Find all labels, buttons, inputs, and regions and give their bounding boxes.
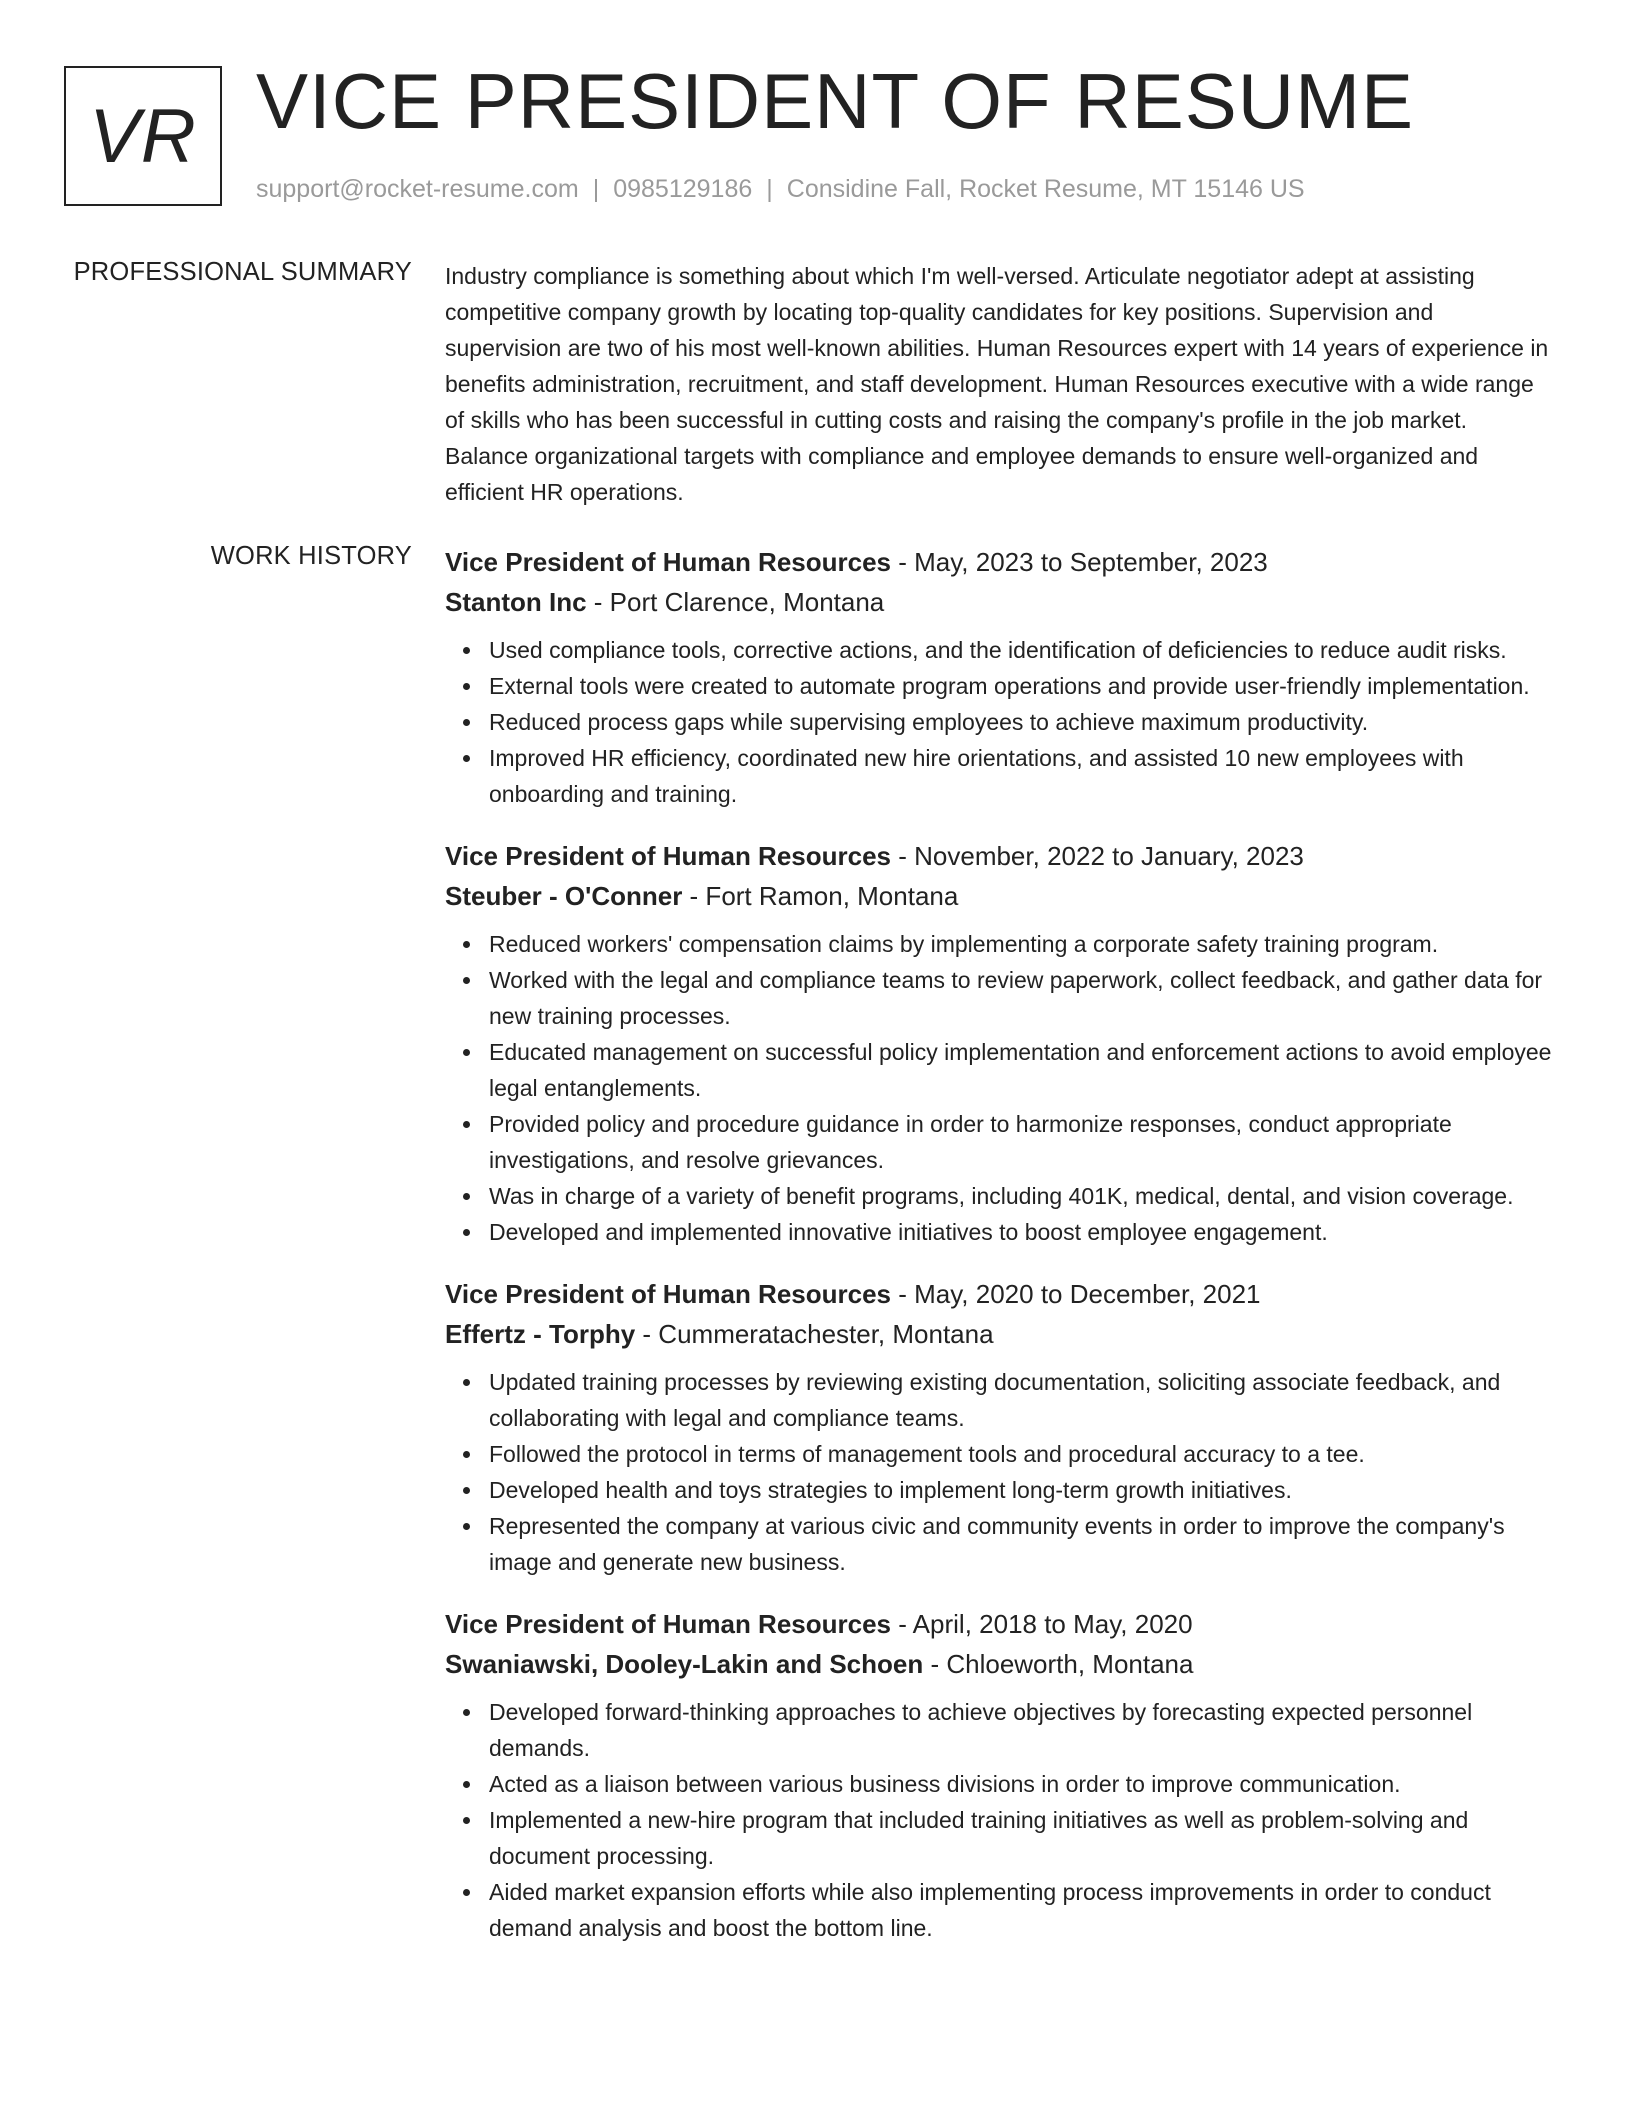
job-bullet: Acted as a liaison between various business divisions in order to improve communication.	[489, 1766, 1555, 1802]
job-bullet: Was in charge of a variety of benefit programs, including 401K, medical, dental, and vision coverage.	[489, 1178, 1555, 1214]
job-bullet: Reduced process gaps while supervising employees to achieve maximum productivity.	[489, 704, 1555, 740]
job-bullet: Educated management on successful policy implementation and enforcement actions to avoid employee legal entanglements.	[489, 1034, 1555, 1106]
job-bullet: Improved HR efficiency, coordinated new hire orientations, and assisted 10 new employees with onboarding and training.	[489, 740, 1555, 812]
job-dates: - May, 2023 to September, 2023	[891, 547, 1268, 577]
job-company: Stanton Inc	[445, 587, 587, 617]
job-title-line	[445, 1604, 1555, 1644]
job-entry	[445, 542, 1555, 812]
job-dates: - April, 2018 to May, 2020	[891, 1609, 1193, 1639]
job-bullet: Reduced workers' compensation claims by implementing a corporate safety training program.	[489, 926, 1555, 962]
job-entry	[445, 836, 1555, 1250]
job-bullet: Worked with the legal and compliance teams to review paperwork, collect feedback, and gather data for new training processes.	[489, 962, 1555, 1034]
job-bullets	[445, 1694, 1555, 1946]
job-title: Vice President of Human Resources	[445, 841, 892, 871]
job-bullet: External tools were created to automate program operations and provide user-friendly implementation.	[489, 668, 1555, 704]
job-location: - Chloeworth, Montana	[923, 1649, 1194, 1679]
job-company: Swaniawski, Dooley-Lakin and Schoen	[445, 1649, 924, 1679]
address: Considine Fall, Rocket Resume, MT 15146 US	[786, 175, 1305, 203]
section-label-work-history: WORK HISTORY	[210, 542, 412, 570]
job-location: - Fort Ramon, Montana	[682, 881, 959, 911]
job-location: - Cummeratachester, Montana	[635, 1319, 994, 1349]
section-label-summary: PROFESSIONAL SUMMARY	[73, 258, 412, 286]
job-title: Vice President of Human Resources	[445, 1609, 892, 1639]
separator: |	[766, 175, 773, 203]
job-entry	[445, 1274, 1555, 1580]
job-bullet: Developed health and toys strategies to implement long-term growth initiatives.	[489, 1472, 1555, 1508]
job-bullet: Updated training processes by reviewing existing documentation, soliciting associate feedback, and collaborating with legal and compliance teams.	[489, 1364, 1555, 1436]
job-company-line	[445, 876, 1555, 916]
job-bullet: Used compliance tools, corrective actions, and the identification of deficiencies to reduce audit risks.	[489, 632, 1555, 668]
job-dates: - May, 2020 to December, 2021	[891, 1279, 1261, 1309]
summary-text: Industry compliance is something about which I'm well-versed. Articulate negotiator adept at assisting competitive company growth by locating top-quality candidates for key positions. Supervision and supervision are two of his most well-known abilities. Human Resources expert with 14 years of experience in benefits administration, recruitment, and staff development. Human Resources executive with a wide range of skills who has been successful in cutting costs and raising the company's profile in the job market. Balance organizational targets with compliance and employee demands to ensure well-organized and efficient HR operations.	[445, 263, 1549, 505]
job-company: Effertz - Torphy	[445, 1319, 636, 1349]
job-bullet: Provided policy and procedure guidance in order to harmonize responses, conduct appropriate investigations, and resolve grievances.	[489, 1106, 1555, 1178]
job-company-line	[445, 582, 1555, 622]
job-bullet: Developed forward-thinking approaches to achieve objectives by forecasting expected personnel demands.	[489, 1694, 1555, 1766]
job-bullets	[445, 926, 1555, 1250]
work-history-list	[445, 542, 1555, 1970]
job-title: Vice President of Human Resources	[445, 1279, 892, 1309]
job-company-line	[445, 1644, 1555, 1684]
job-company: Steuber - O'Conner	[445, 881, 683, 911]
job-bullet: Implemented a new-hire program that included training initiatives as well as problem-solving and document processing.	[489, 1802, 1555, 1874]
candidate-name: VICE PRESIDENT OF RESUME	[256, 57, 1415, 145]
job-bullet: Aided market expansion efforts while also implementing process improvements in order to conduct demand analysis and boost the bottom line.	[489, 1874, 1555, 1946]
job-location: - Port Clarence, Montana	[586, 587, 885, 617]
job-title-line	[445, 836, 1555, 876]
job-bullets	[445, 632, 1555, 812]
job-title-line	[445, 542, 1555, 582]
job-bullet: Followed the protocol in terms of management tools and procedural accuracy to a tee.	[489, 1436, 1555, 1472]
job-bullets	[445, 1364, 1555, 1580]
job-bullet: Represented the company at various civic and community events in order to improve the company's image and generate new business.	[489, 1508, 1555, 1580]
job-company-line	[445, 1314, 1555, 1354]
monogram-logo: VR	[64, 66, 222, 206]
job-title: Vice President of Human Resources	[445, 547, 892, 577]
email: support@rocket-resume.com	[256, 175, 579, 203]
job-entry	[445, 1604, 1555, 1946]
job-dates: - November, 2022 to January, 2023	[891, 841, 1304, 871]
job-title-line	[445, 1274, 1555, 1314]
contact-line	[256, 174, 1305, 204]
separator: |	[592, 175, 600, 203]
phone: 0985129186	[613, 175, 753, 203]
job-bullet: Developed and implemented innovative initiatives to boost employee engagement.	[489, 1214, 1555, 1250]
